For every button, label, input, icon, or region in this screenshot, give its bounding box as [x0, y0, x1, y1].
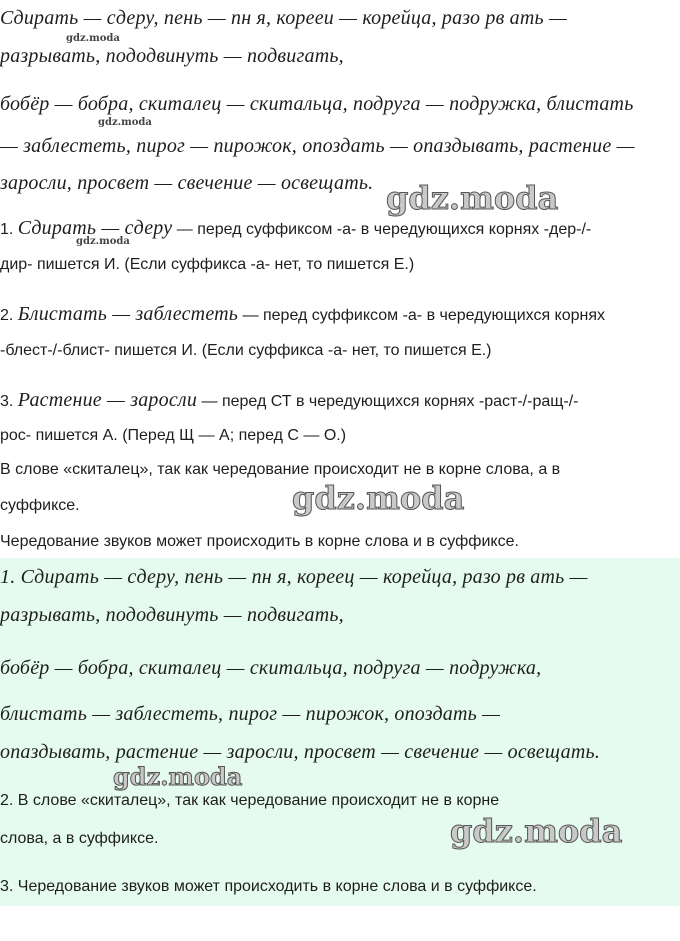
rule-text: — перед суффиксом -а- в чередующихся корнях	[238, 307, 606, 324]
item-number: 1.	[0, 221, 14, 238]
watermark: gdz.moda	[450, 812, 623, 850]
explanation-item-3	[0, 390, 579, 410]
morpheme-line-4: — заблестеть, пирог — пирожок, опоздать — опаздывать, растение —	[0, 135, 635, 157]
rule-text: — перед СТ в чередующихся корнях -раст-/-ращ-/-	[197, 393, 579, 410]
example-words: Блистать — заблестеть	[17, 303, 239, 325]
rule-text: — перед суффиксом -а- в чередующихся корнях -дер-/-	[172, 221, 592, 238]
item-number: 3.	[0, 393, 14, 410]
morpheme-line-1: Сдирать — сдеру, пень — пн я, корееи — корейца, разо рв ать —	[0, 7, 568, 29]
explanation-item-2	[0, 304, 605, 324]
morpheme-line-3: бобёр — бобра, скиталец — скитальца, подруга — подружка, блистать	[0, 93, 634, 115]
watermark: gdz.moda	[386, 179, 559, 217]
answer-line-5: опаздывать, растение — заросли, просвет — свечение — освещать.	[0, 741, 601, 763]
explanation-item-2-cont: -блест-/-блист- пишется И. (Если суффикса -а- нет, то пишется Е.)	[0, 342, 492, 359]
example-words: Растение — заросли	[17, 389, 198, 411]
morpheme-line-2: разрывать, пододвинуть — подвигать,	[0, 45, 344, 67]
example-words: Сдирать — сдеру	[17, 217, 173, 239]
answer-line-2: разрывать, пододвинуть — подвигать,	[0, 604, 344, 626]
answer-line-3: бобёр — бобра, скиталец — скитальца, подруга — подружка,	[0, 657, 542, 679]
explanation-item-1	[0, 218, 591, 238]
answer-point-3: 3. Чередование звуков может происходить в корне слова и в суффиксе.	[0, 878, 537, 895]
watermark-small: gdz.moda	[98, 117, 152, 128]
answer-line-4: блистать — заблестеть, пирог — пирожок, опоздать —	[0, 703, 501, 725]
paragraph-alternation: Чередование звуков может происходить в корне слова и в суффиксе.	[0, 533, 519, 550]
answer-line-1: 1. Сдирать — сдеру, пень — пн я, кореец — корейца, разо рв ать —	[0, 566, 588, 588]
explanation-item-3-cont: рос- пишется А. (Перед Щ — А; перед С — О.)	[0, 427, 347, 444]
watermark: gdz.moda	[292, 479, 465, 517]
watermark-small: gdz.moda	[76, 236, 130, 247]
morpheme-line-5: заросли, просвет — свечение — освещать.	[0, 172, 374, 194]
paragraph-skitalets-2: суффиксе.	[0, 497, 80, 514]
item-number: 2.	[0, 307, 14, 324]
answer-point-2-line-1: 2. В слове «скиталец», так как чередование происходит не в корне	[0, 792, 500, 809]
watermark-small: gdz.moda	[66, 33, 120, 44]
watermark: gdz.moda	[113, 762, 243, 791]
answer-point-2-line-2: слова, а в суффиксе.	[0, 830, 159, 847]
explanation-item-1-cont: дир- пишется И. (Если суффикса -а- нет, то пишется Е.)	[0, 256, 415, 273]
paragraph-skitalets-1: В слове «скиталец», так как чередование происходит не в корне слова, а в	[0, 461, 561, 478]
